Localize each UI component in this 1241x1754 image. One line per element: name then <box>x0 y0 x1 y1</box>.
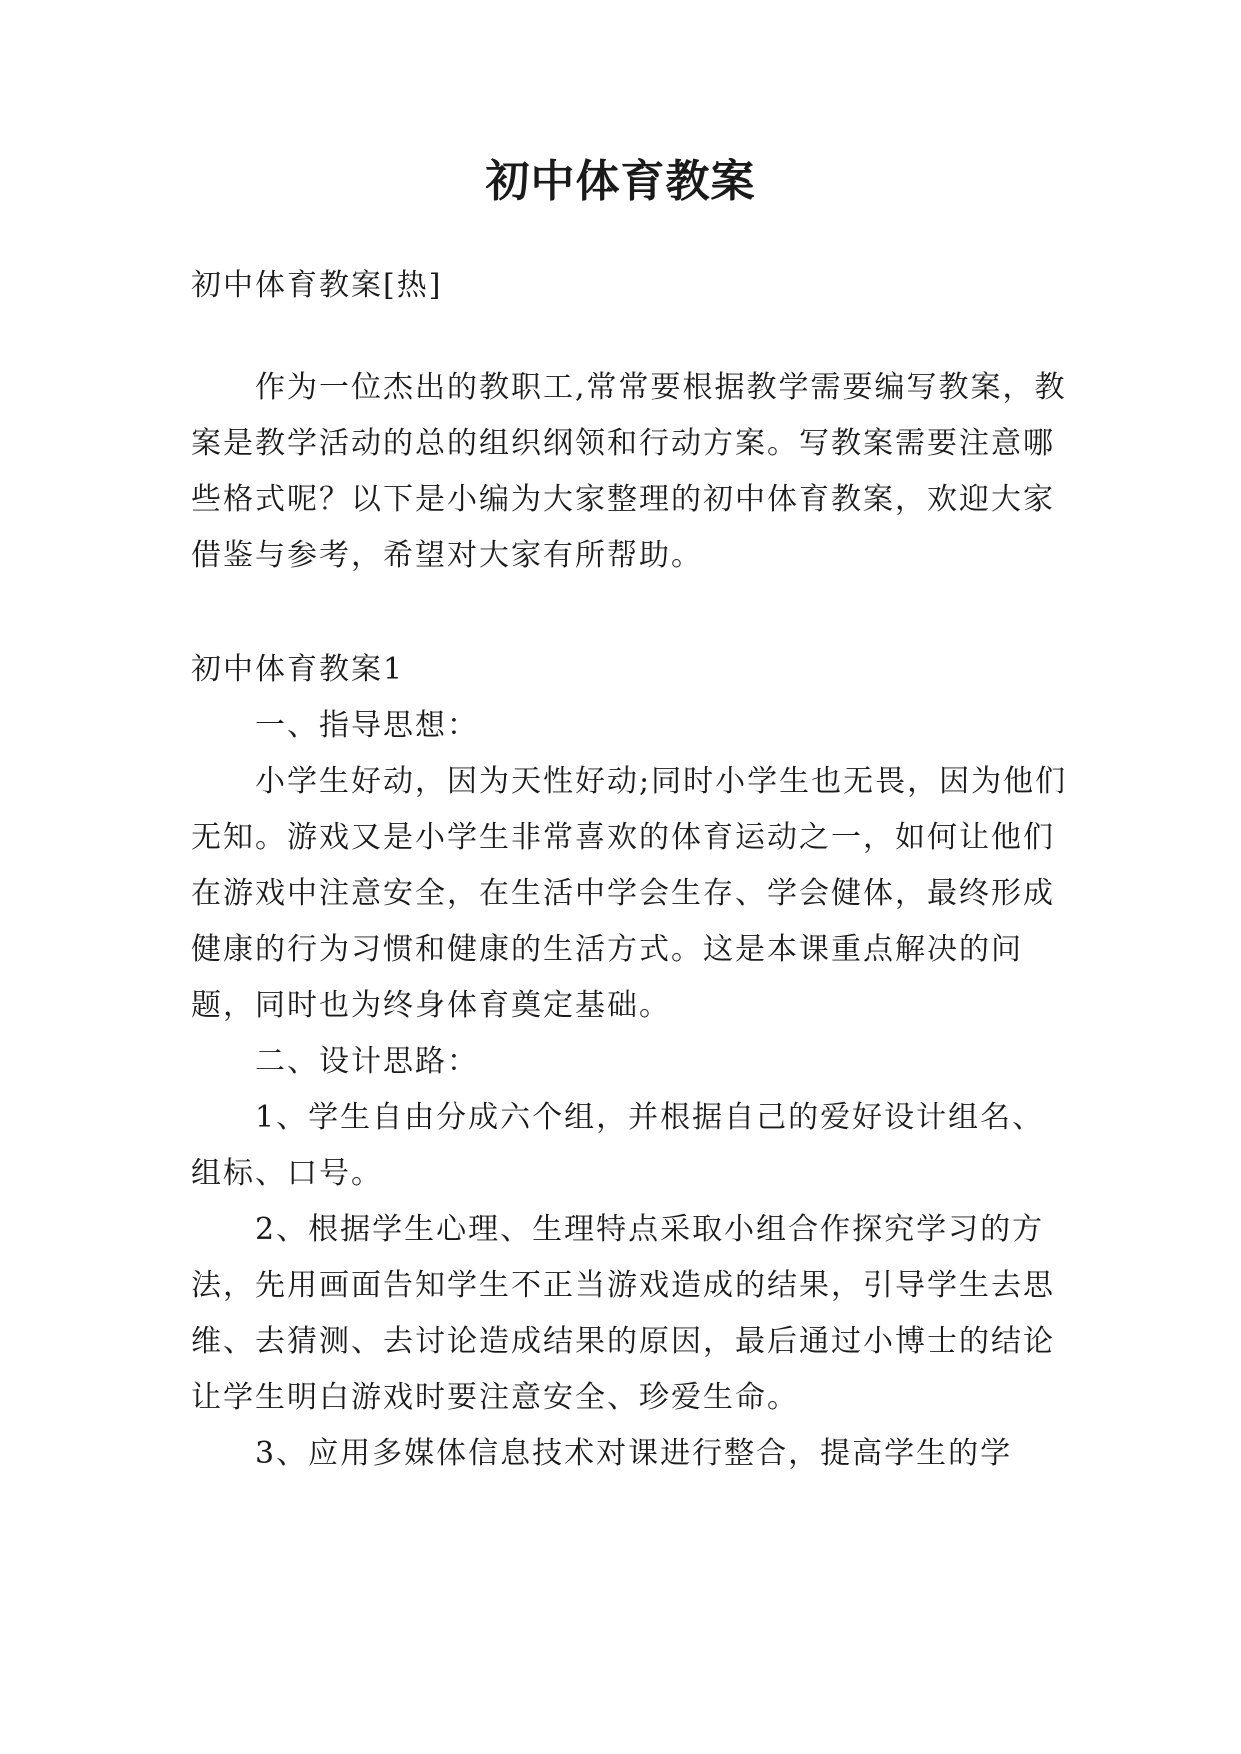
spacer <box>191 584 1071 642</box>
document-title: 初中体育教案 <box>485 156 756 207</box>
list-item-1: 1、学生自由分成六个组，并根据自己的爱好设计组名、组标、口号。 <box>191 1100 1045 1191</box>
heading-guiding-thought: 一、指导思想： <box>255 708 479 743</box>
document-body <box>191 258 1071 1482</box>
heading-design-idea: 二、设计思路： <box>255 1044 479 1079</box>
list-item-3: 3、应用多媒体信息技术对课进行整合，提高学生的学 <box>255 1436 1013 1471</box>
intro-paragraph: 作为一位杰出的教职工,常常要根据教学需要编写教案，教案是教学活动的总的组织纲领和行动方案。写教案需要注意哪些格式呢？以下是小编为大家整理的初中体育教案，欢迎大家借鉴与参考，希望对大家有所帮助。 <box>191 370 1067 573</box>
list-item-2: 2、根据学生心理、生理特点采取小组合作探究学习的方法，先用画面告知学生不正当游戏造成的结果，引导学生去思维、去猜测、去讨论造成结果的原因，最后通过小博士的结论让学生明白游戏时要注意安全、珍爱生命。 <box>191 1212 1055 1415</box>
spacer <box>191 314 1071 360</box>
document-subtitle: 初中体育教案[热] <box>191 268 443 303</box>
paragraph-guiding-thought: 小学生好动，因为天性好动;同时小学生也无畏，因为他们无知。游戏又是小学生非常喜欢的体育运动之一，如何让他们在游戏中注意安全，在生活中学会生存、学会健体，最终形成健康的行为习惯和健康的生活方式。这是本课重点解决的问题，同时也为终身体育奠定基础。 <box>191 764 1068 1023</box>
section-heading: 初中体育教案1 <box>191 652 405 687</box>
